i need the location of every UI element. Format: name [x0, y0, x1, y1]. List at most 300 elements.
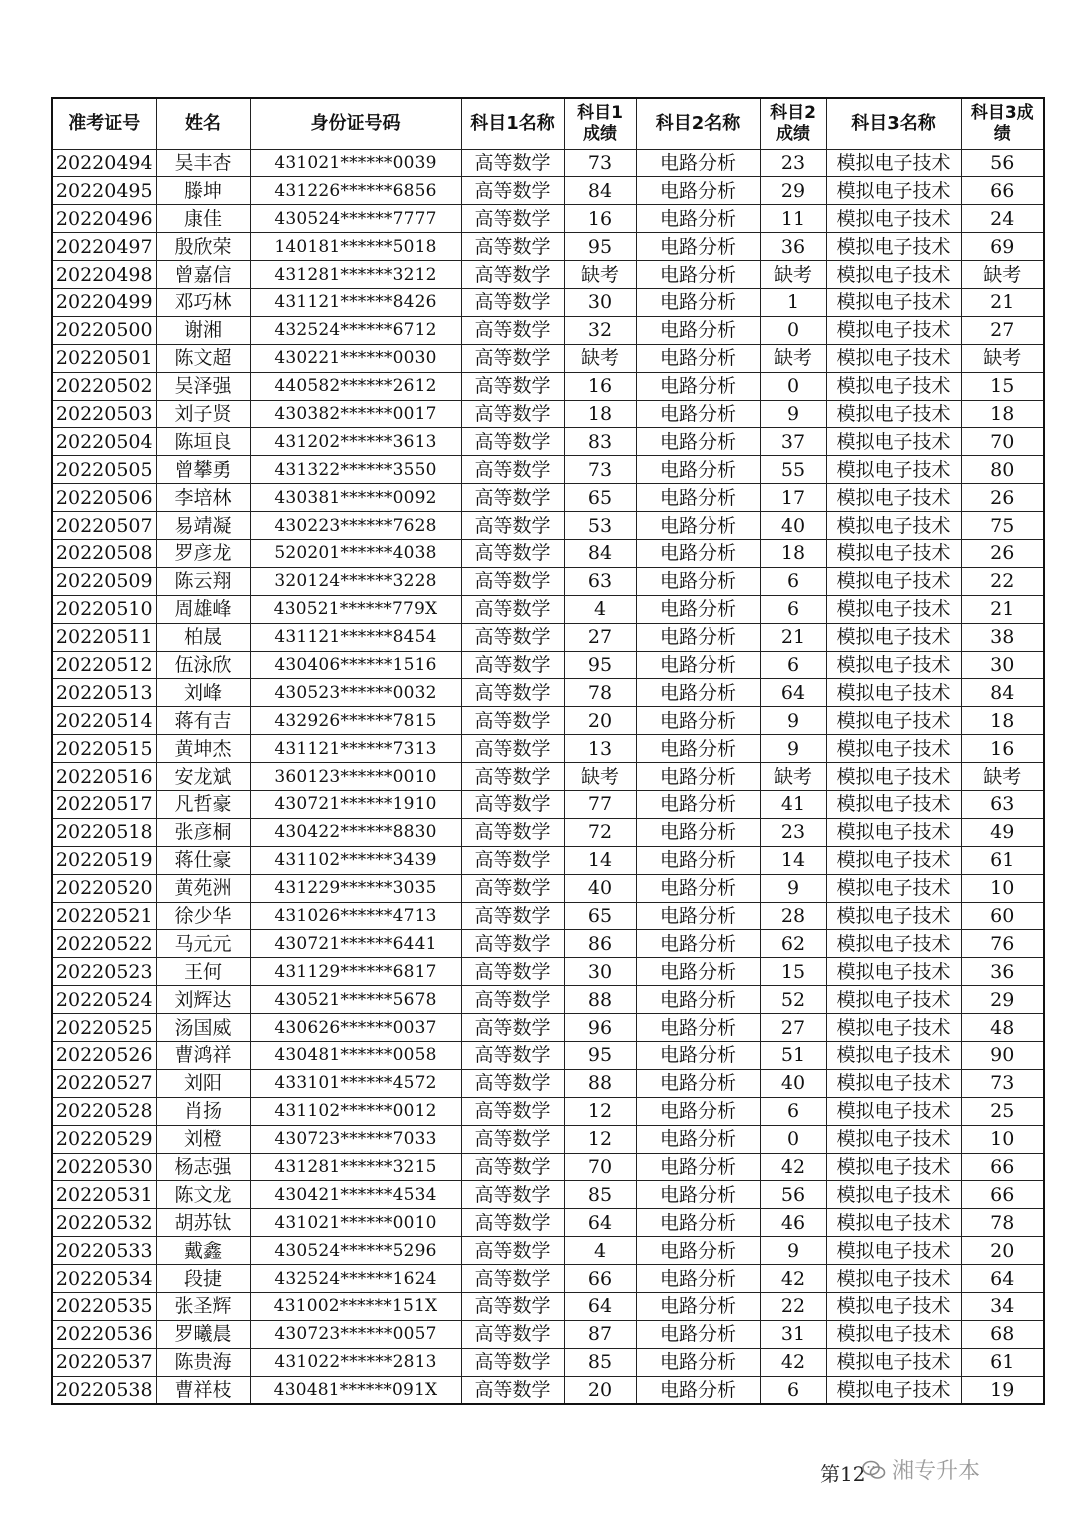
cell-id-number: 430523******0032	[250, 679, 461, 707]
cell-subject3-name: 模拟电子技术	[826, 818, 961, 846]
cell-subject3-score: 20	[961, 1237, 1044, 1265]
table-row	[52, 539, 1044, 567]
cell-subject3-score: 70	[961, 428, 1044, 456]
cell-exam-no: 20220535	[52, 1293, 156, 1321]
cell-subject1-score: 20	[564, 1376, 636, 1404]
table-row	[52, 707, 1044, 735]
cell-exam-no: 20220507	[52, 512, 156, 540]
cell-id-number: 431202******3613	[250, 428, 461, 456]
cell-id-number: 430626******0037	[250, 1014, 461, 1042]
cell-subject1-score: 96	[564, 1014, 636, 1042]
cell-subject3-score: 68	[961, 1320, 1044, 1348]
cell-exam-no: 20220523	[52, 958, 156, 986]
cell-subject3-name: 模拟电子技术	[826, 1209, 961, 1237]
cell-name: 张彦桐	[156, 818, 250, 846]
cell-subject2-score: 1	[760, 288, 826, 316]
cell-subject2-name: 电路分析	[636, 1042, 760, 1070]
cell-subject3-name: 模拟电子技术	[826, 735, 961, 763]
table-row	[52, 1293, 1044, 1321]
cell-subject3-score: 19	[961, 1376, 1044, 1404]
header-name: 姓名	[156, 98, 250, 149]
cell-subject1-name: 高等数学	[461, 567, 564, 595]
cell-subject3-score: 25	[961, 1097, 1044, 1125]
cell-subject1-name: 高等数学	[461, 595, 564, 623]
cell-subject2-score: 6	[760, 651, 826, 679]
cell-id-number: 430521******779X	[250, 595, 461, 623]
cell-subject2-score: 37	[760, 428, 826, 456]
cell-subject1-name: 高等数学	[461, 1348, 564, 1376]
cell-id-number: 440582******2612	[250, 372, 461, 400]
cell-subject1-score: 77	[564, 790, 636, 818]
cell-subject3-score: 61	[961, 1348, 1044, 1376]
cell-exam-no: 20220536	[52, 1320, 156, 1348]
page-number: 第12	[820, 1462, 866, 1486]
cell-subject3-name: 模拟电子技术	[826, 261, 961, 289]
cell-subject1-score: 87	[564, 1320, 636, 1348]
cell-subject2-name: 电路分析	[636, 539, 760, 567]
cell-subject1-score: 88	[564, 986, 636, 1014]
cell-subject1-name: 高等数学	[461, 790, 564, 818]
cell-subject3-score: 66	[961, 177, 1044, 205]
cell-id-number: 430481******0058	[250, 1042, 461, 1070]
cell-subject1-score: 27	[564, 623, 636, 651]
cell-exam-no: 20220527	[52, 1069, 156, 1097]
cell-subject2-name: 电路分析	[636, 790, 760, 818]
cell-subject1-name: 高等数学	[461, 1042, 564, 1070]
cell-subject2-name: 电路分析	[636, 735, 760, 763]
table-row	[52, 316, 1044, 344]
cell-exam-no: 20220502	[52, 372, 156, 400]
header-exam-no: 准考证号	[52, 98, 156, 149]
cell-subject1-name: 高等数学	[461, 958, 564, 986]
cell-subject1-score: 12	[564, 1125, 636, 1153]
cell-subject3-name: 模拟电子技术	[826, 623, 961, 651]
cell-subject3-name: 模拟电子技术	[826, 400, 961, 428]
cell-subject1-name: 高等数学	[461, 1209, 564, 1237]
cell-subject3-score: 49	[961, 818, 1044, 846]
cell-subject1-score: 83	[564, 428, 636, 456]
cell-subject3-score: 84	[961, 679, 1044, 707]
cell-subject2-score: 9	[760, 874, 826, 902]
cell-id-number: 431021******0010	[250, 1209, 461, 1237]
cell-subject3-score: 73	[961, 1069, 1044, 1097]
cell-subject2-score: 22	[760, 1293, 826, 1321]
cell-name: 肖扬	[156, 1097, 250, 1125]
cell-subject2-score: 11	[760, 205, 826, 233]
cell-exam-no: 20220495	[52, 177, 156, 205]
cell-subject1-score: 85	[564, 1348, 636, 1376]
cell-subject3-score: 66	[961, 1153, 1044, 1181]
cell-name: 曾攀勇	[156, 456, 250, 484]
table-row	[52, 1209, 1044, 1237]
cell-subject2-score: 62	[760, 930, 826, 958]
header-subject1-score: 科目1 成绩	[564, 98, 636, 149]
header-subject2-score: 科目2 成绩	[760, 98, 826, 149]
cell-subject2-score: 64	[760, 679, 826, 707]
cell-id-number: 430406******1516	[250, 651, 461, 679]
cell-name: 段捷	[156, 1265, 250, 1293]
cell-subject1-score: 18	[564, 400, 636, 428]
cell-subject2-score: 9	[760, 400, 826, 428]
cell-subject2-score: 42	[760, 1348, 826, 1376]
cell-subject2-score: 28	[760, 902, 826, 930]
cell-name: 陈文超	[156, 344, 250, 372]
cell-exam-no: 20220528	[52, 1097, 156, 1125]
cell-subject3-name: 模拟电子技术	[826, 428, 961, 456]
cell-subject1-score: 72	[564, 818, 636, 846]
cell-subject3-name: 模拟电子技术	[826, 902, 961, 930]
cell-subject1-name: 高等数学	[461, 1014, 564, 1042]
cell-exam-no: 20220511	[52, 623, 156, 651]
cell-subject2-name: 电路分析	[636, 763, 760, 791]
cell-name: 陈云翔	[156, 567, 250, 595]
cell-id-number: 431121******8426	[250, 288, 461, 316]
cell-id-number: 431281******3215	[250, 1153, 461, 1181]
table-row	[52, 344, 1044, 372]
cell-id-number: 430421******4534	[250, 1181, 461, 1209]
table-row	[52, 233, 1044, 261]
cell-subject1-score: 40	[564, 874, 636, 902]
cell-id-number: 430723******0057	[250, 1320, 461, 1348]
cell-subject3-score: 69	[961, 233, 1044, 261]
table-row	[52, 512, 1044, 540]
cell-subject3-score: 90	[961, 1042, 1044, 1070]
cell-id-number: 430721******6441	[250, 930, 461, 958]
cell-subject2-score: 56	[760, 1181, 826, 1209]
cell-exam-no: 20220538	[52, 1376, 156, 1404]
cell-subject2-score: 9	[760, 707, 826, 735]
cell-id-number: 431021******0039	[250, 149, 461, 177]
table-row	[52, 149, 1044, 177]
cell-subject3-score: 66	[961, 1181, 1044, 1209]
cell-subject2-score: 6	[760, 1097, 826, 1125]
cell-subject3-name: 模拟电子技术	[826, 1376, 961, 1404]
table-body	[52, 149, 1044, 1404]
cell-subject1-name: 高等数学	[461, 930, 564, 958]
cell-subject2-score: 17	[760, 484, 826, 512]
table-row	[52, 1181, 1044, 1209]
cell-subject1-score: 70	[564, 1153, 636, 1181]
cell-subject2-score: 40	[760, 1069, 826, 1097]
cell-subject3-name: 模拟电子技术	[826, 456, 961, 484]
cell-subject2-name: 电路分析	[636, 930, 760, 958]
cell-subject2-score: 0	[760, 372, 826, 400]
cell-subject2-name: 电路分析	[636, 177, 760, 205]
cell-subject2-name: 电路分析	[636, 679, 760, 707]
cell-subject3-score: 64	[961, 1265, 1044, 1293]
cell-subject1-name: 高等数学	[461, 372, 564, 400]
cell-subject1-score: 78	[564, 679, 636, 707]
cell-id-number: 360123******0010	[250, 763, 461, 791]
cell-id-number: 432926******7815	[250, 707, 461, 735]
cell-subject1-score: 缺考	[564, 763, 636, 791]
cell-name: 陈文龙	[156, 1181, 250, 1209]
table-row	[52, 790, 1044, 818]
table-row	[52, 846, 1044, 874]
cell-subject3-score: 21	[961, 595, 1044, 623]
cell-id-number: 431002******151X	[250, 1293, 461, 1321]
cell-subject2-score: 23	[760, 149, 826, 177]
cell-subject2-name: 电路分析	[636, 623, 760, 651]
cell-subject1-score: 14	[564, 846, 636, 874]
cell-exam-no: 20220508	[52, 539, 156, 567]
cell-subject2-name: 电路分析	[636, 902, 760, 930]
cell-subject3-name: 模拟电子技术	[826, 567, 961, 595]
cell-exam-no: 20220516	[52, 763, 156, 791]
cell-subject1-name: 高等数学	[461, 1293, 564, 1321]
cell-subject3-name: 模拟电子技术	[826, 1125, 961, 1153]
cell-name: 陈贵海	[156, 1348, 250, 1376]
cell-subject1-score: 86	[564, 930, 636, 958]
cell-name: 李培林	[156, 484, 250, 512]
cell-name: 蒋仕豪	[156, 846, 250, 874]
cell-subject1-score: 85	[564, 1181, 636, 1209]
cell-id-number: 520201******4038	[250, 539, 461, 567]
cell-subject2-score: 51	[760, 1042, 826, 1070]
cell-subject2-name: 电路分析	[636, 1376, 760, 1404]
cell-subject2-score: 9	[760, 735, 826, 763]
cell-subject1-score: 12	[564, 1097, 636, 1125]
cell-exam-no: 20220524	[52, 986, 156, 1014]
cell-subject1-score: 88	[564, 1069, 636, 1097]
cell-name: 黄坤杰	[156, 735, 250, 763]
cell-exam-no: 20220496	[52, 205, 156, 233]
cell-subject2-name: 电路分析	[636, 316, 760, 344]
table-row	[52, 679, 1044, 707]
cell-subject2-score: 缺考	[760, 261, 826, 289]
watermark	[862, 1454, 980, 1485]
cell-subject1-score: 66	[564, 1265, 636, 1293]
cell-name: 柏晟	[156, 623, 250, 651]
table-row	[52, 456, 1044, 484]
cell-exam-no: 20220513	[52, 679, 156, 707]
cell-subject3-score: 缺考	[961, 344, 1044, 372]
cell-subject3-score: 27	[961, 316, 1044, 344]
cell-name: 曹祥枝	[156, 1376, 250, 1404]
cell-subject3-name: 模拟电子技术	[826, 1348, 961, 1376]
cell-subject2-score: 42	[760, 1265, 826, 1293]
wechat-icon	[862, 1459, 886, 1481]
cell-subject2-name: 电路分析	[636, 707, 760, 735]
cell-name: 易靖凝	[156, 512, 250, 540]
cell-subject3-name: 模拟电子技术	[826, 930, 961, 958]
cell-id-number: 431121******7313	[250, 735, 461, 763]
table-row	[52, 1097, 1044, 1125]
cell-subject3-score: 38	[961, 623, 1044, 651]
cell-id-number: 432524******1624	[250, 1265, 461, 1293]
cell-subject2-name: 电路分析	[636, 484, 760, 512]
cell-name: 戴鑫	[156, 1237, 250, 1265]
header-row	[52, 98, 1044, 149]
header-subject1-name: 科目1名称	[461, 98, 564, 149]
cell-id-number: 430524******7777	[250, 205, 461, 233]
cell-subject1-score: 65	[564, 484, 636, 512]
cell-name: 曾嘉信	[156, 261, 250, 289]
cell-id-number: 430382******0017	[250, 400, 461, 428]
cell-subject3-score: 26	[961, 539, 1044, 567]
cell-subject1-name: 高等数学	[461, 1376, 564, 1404]
cell-subject3-name: 模拟电子技术	[826, 1181, 961, 1209]
cell-subject2-score: 缺考	[760, 344, 826, 372]
cell-subject1-score: 63	[564, 567, 636, 595]
cell-subject3-name: 模拟电子技术	[826, 288, 961, 316]
cell-subject3-name: 模拟电子技术	[826, 539, 961, 567]
cell-exam-no: 20220521	[52, 902, 156, 930]
cell-id-number: 430721******1910	[250, 790, 461, 818]
cell-subject1-name: 高等数学	[461, 679, 564, 707]
cell-subject3-name: 模拟电子技术	[826, 651, 961, 679]
cell-subject3-name: 模拟电子技术	[826, 372, 961, 400]
cell-subject2-score: 6	[760, 567, 826, 595]
cell-subject2-score: 18	[760, 539, 826, 567]
cell-id-number: 430481******091X	[250, 1376, 461, 1404]
cell-subject1-name: 高等数学	[461, 261, 564, 289]
cell-exam-no: 20220530	[52, 1153, 156, 1181]
cell-subject3-name: 模拟电子技术	[826, 1237, 961, 1265]
cell-name: 伍泳欣	[156, 651, 250, 679]
table-row	[52, 1042, 1044, 1070]
table-row	[52, 205, 1044, 233]
cell-subject2-score: 15	[760, 958, 826, 986]
cell-subject3-name: 模拟电子技术	[826, 707, 961, 735]
table-row	[52, 400, 1044, 428]
cell-exam-no: 20220503	[52, 400, 156, 428]
cell-exam-no: 20220533	[52, 1237, 156, 1265]
cell-subject1-name: 高等数学	[461, 149, 564, 177]
cell-subject3-name: 模拟电子技术	[826, 1097, 961, 1125]
cell-subject3-name: 模拟电子技术	[826, 316, 961, 344]
cell-exam-no: 20220519	[52, 846, 156, 874]
cell-subject1-score: 缺考	[564, 344, 636, 372]
table-row	[52, 818, 1044, 846]
cell-subject3-name: 模拟电子技术	[826, 1153, 961, 1181]
cell-subject1-score: 16	[564, 372, 636, 400]
table-row	[52, 261, 1044, 289]
table-row	[52, 1237, 1044, 1265]
cell-subject2-score: 0	[760, 1125, 826, 1153]
cell-subject1-name: 高等数学	[461, 456, 564, 484]
cell-subject1-name: 高等数学	[461, 818, 564, 846]
cell-subject2-name: 电路分析	[636, 651, 760, 679]
cell-subject2-name: 电路分析	[636, 567, 760, 595]
cell-subject3-score: 18	[961, 400, 1044, 428]
cell-subject2-score: 31	[760, 1320, 826, 1348]
cell-name: 杨志强	[156, 1153, 250, 1181]
cell-subject1-score: 64	[564, 1293, 636, 1321]
cell-subject3-score: 缺考	[961, 763, 1044, 791]
cell-subject3-name: 模拟电子技术	[826, 233, 961, 261]
cell-subject3-name: 模拟电子技术	[826, 846, 961, 874]
cell-subject3-name: 模拟电子技术	[826, 344, 961, 372]
cell-id-number: 430381******0092	[250, 484, 461, 512]
cell-subject3-score: 36	[961, 958, 1044, 986]
cell-exam-no: 20220534	[52, 1265, 156, 1293]
cell-exam-no: 20220512	[52, 651, 156, 679]
cell-subject3-score: 24	[961, 205, 1044, 233]
cell-subject3-name: 模拟电子技术	[826, 763, 961, 791]
cell-subject1-score: 73	[564, 456, 636, 484]
cell-exam-no: 20220520	[52, 874, 156, 902]
cell-subject2-score: 缺考	[760, 763, 826, 791]
cell-subject1-name: 高等数学	[461, 707, 564, 735]
table-row	[52, 484, 1044, 512]
cell-subject2-score: 29	[760, 177, 826, 205]
cell-name: 王何	[156, 958, 250, 986]
cell-name: 罗曦晨	[156, 1320, 250, 1348]
cell-name: 蒋有吉	[156, 707, 250, 735]
cell-exam-no: 20220506	[52, 484, 156, 512]
cell-id-number: 320124******3228	[250, 567, 461, 595]
cell-name: 张圣辉	[156, 1293, 250, 1321]
cell-subject2-score: 21	[760, 623, 826, 651]
cell-exam-no: 20220498	[52, 261, 156, 289]
cell-name: 康佳	[156, 205, 250, 233]
cell-id-number: 140181******5018	[250, 233, 461, 261]
table-row	[52, 1265, 1044, 1293]
cell-subject3-score: 15	[961, 372, 1044, 400]
cell-subject2-score: 40	[760, 512, 826, 540]
cell-subject1-name: 高等数学	[461, 233, 564, 261]
table-row	[52, 1320, 1044, 1348]
table-row	[52, 428, 1044, 456]
cell-name: 凡哲豪	[156, 790, 250, 818]
cell-subject3-name: 模拟电子技术	[826, 595, 961, 623]
cell-subject2-score: 36	[760, 233, 826, 261]
cell-subject1-name: 高等数学	[461, 400, 564, 428]
cell-name: 曹鸿祥	[156, 1042, 250, 1070]
cell-subject1-name: 高等数学	[461, 1125, 564, 1153]
cell-subject2-name: 电路分析	[636, 1014, 760, 1042]
cell-subject3-name: 模拟电子技术	[826, 1265, 961, 1293]
cell-subject2-name: 电路分析	[636, 846, 760, 874]
cell-subject2-score: 55	[760, 456, 826, 484]
cell-id-number: 431322******3550	[250, 456, 461, 484]
cell-subject1-score: 4	[564, 1237, 636, 1265]
cell-name: 罗彦龙	[156, 539, 250, 567]
cell-subject3-score: 缺考	[961, 261, 1044, 289]
cell-subject2-name: 电路分析	[636, 233, 760, 261]
table-row	[52, 902, 1044, 930]
cell-subject3-score: 29	[961, 986, 1044, 1014]
cell-subject2-name: 电路分析	[636, 986, 760, 1014]
cell-subject2-score: 6	[760, 595, 826, 623]
cell-subject3-name: 模拟电子技术	[826, 1042, 961, 1070]
cell-name: 邓巧林	[156, 288, 250, 316]
table-row	[52, 651, 1044, 679]
cell-subject3-name: 模拟电子技术	[826, 512, 961, 540]
cell-name: 周雄峰	[156, 595, 250, 623]
cell-subject3-name: 模拟电子技术	[826, 790, 961, 818]
cell-subject1-name: 高等数学	[461, 1153, 564, 1181]
cell-name: 陈垣良	[156, 428, 250, 456]
cell-subject2-name: 电路分析	[636, 1237, 760, 1265]
cell-subject1-score: 缺考	[564, 261, 636, 289]
cell-exam-no: 20220504	[52, 428, 156, 456]
cell-exam-no: 20220505	[52, 456, 156, 484]
cell-name: 汤国威	[156, 1014, 250, 1042]
table-row	[52, 930, 1044, 958]
cell-id-number: 430221******0030	[250, 344, 461, 372]
cell-subject1-name: 高等数学	[461, 1181, 564, 1209]
table-row	[52, 177, 1044, 205]
cell-subject3-name: 模拟电子技术	[826, 986, 961, 1014]
cell-id-number: 430723******7033	[250, 1125, 461, 1153]
cell-subject2-name: 电路分析	[636, 874, 760, 902]
cell-exam-no: 20220526	[52, 1042, 156, 1070]
cell-exam-no: 20220501	[52, 344, 156, 372]
cell-name: 刘橙	[156, 1125, 250, 1153]
cell-subject1-score: 30	[564, 288, 636, 316]
